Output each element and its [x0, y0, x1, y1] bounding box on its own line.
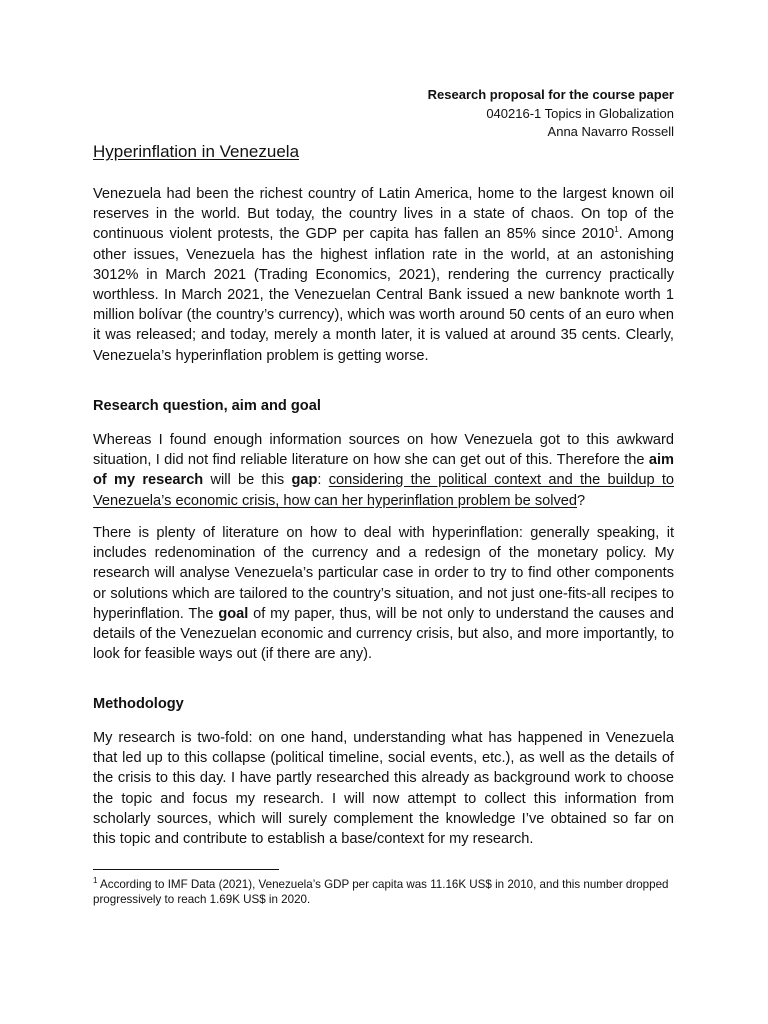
aim-text-4: ? [577, 492, 586, 509]
header-course: 040216-1 Topics in Globalization [486, 105, 674, 121]
header-proposal-label: Research proposal for the course paper [427, 87, 674, 102]
proposal-header [428, 86, 674, 142]
footnote-mark: 1 [93, 876, 98, 886]
intro-paragraph [93, 184, 674, 366]
goal-text-1: There is plenty of literature on how to deal with hyperinflation: generally speaking, it includes redenomination of the currency and a redesign of the monetary policy. My research will analyse Venezuela’s particular case in order to try to find other components or solutions which are tailored to the country’s situation, and not just one-fits-all recipes to hyperinflation. The [93, 525, 674, 622]
research-goal-paragraph [93, 523, 674, 664]
aim-text-3: : [317, 472, 329, 489]
intro-text-part2: . Among other issues, Venezuela has the highest inflation rate in the world, at an astonishing 3012% in March 2021 (Trading Economics, 2021), rendering the currency practically worthless. In March 2021, the Venezuelan Central Bank issued a new banknote worth 1 million bolívar (the country’s currency), which was worth around 50 cents of an euro when it was released; and today, merely a month later, it is valued at around 35 cents. Clearly, Venezuela’s hyperinflation problem is getting worse. [93, 226, 674, 364]
methodology-paragraph: My research is two-fold: on one hand, understanding what has happened in Venezuela that led up to this collapse (political timeline, social events, etc.), as well as the details of the crisis to this day. I have partly researched this already as background work to choose the topic and focus my research. I will now attempt to collect this information from scholarly sources, which will surely complement the knowledge I’ve obtained so far on this topic and contribute to establish a base/context for my research. [93, 730, 674, 848]
intro-text-part1: Venezuela had been the richest country of Latin America, home to the largest known oil reserves in the world. But today, the country lives in a state of chaos. On top of the continuous violent protests, the GDP per capita has fallen an 85% since 2010 [93, 186, 674, 243]
footnote-reference[interactable]: 1 [614, 225, 619, 235]
aim-text-2: will be this [203, 472, 292, 489]
aim-text-1: Whereas I found enough information sources on how Venezuela got to this awkward situation, I did not find reliable literature on how she can get out of this. Therefore the [93, 432, 674, 469]
section-heading-methodology: Methodology [93, 696, 184, 712]
aim-emphasis: aim of my research [93, 452, 674, 489]
goal-emphasis: goal [218, 605, 249, 622]
research-question: considering the political context and the buildup to Venezuela’s economic crisis, how can her hyperinflation problem be solved [93, 472, 674, 509]
header-author: Anna Navarro Rossell [547, 124, 674, 139]
document-title: Hyperinflation in Venezuela [93, 142, 300, 161]
goal-text-2: of my paper, thus, will be not only to understand the causes and details of the Venezuelan economic and currency crisis, but also, and more importantly, to look for feasible ways out (if there are any). [93, 605, 674, 663]
footnote-divider [93, 869, 279, 870]
research-aim-paragraph [93, 430, 674, 511]
footnote [93, 878, 674, 907]
section-heading-research-question: Research question, aim and goal [93, 398, 321, 414]
gap-emphasis: gap [291, 472, 318, 489]
footnote-text: According to IMF Data (2021), Venezuela’s GDP per capita was 11.16K US$ in 2010, and this number dropped progressively to reach 1.69K US$ in 2020. [93, 878, 669, 906]
